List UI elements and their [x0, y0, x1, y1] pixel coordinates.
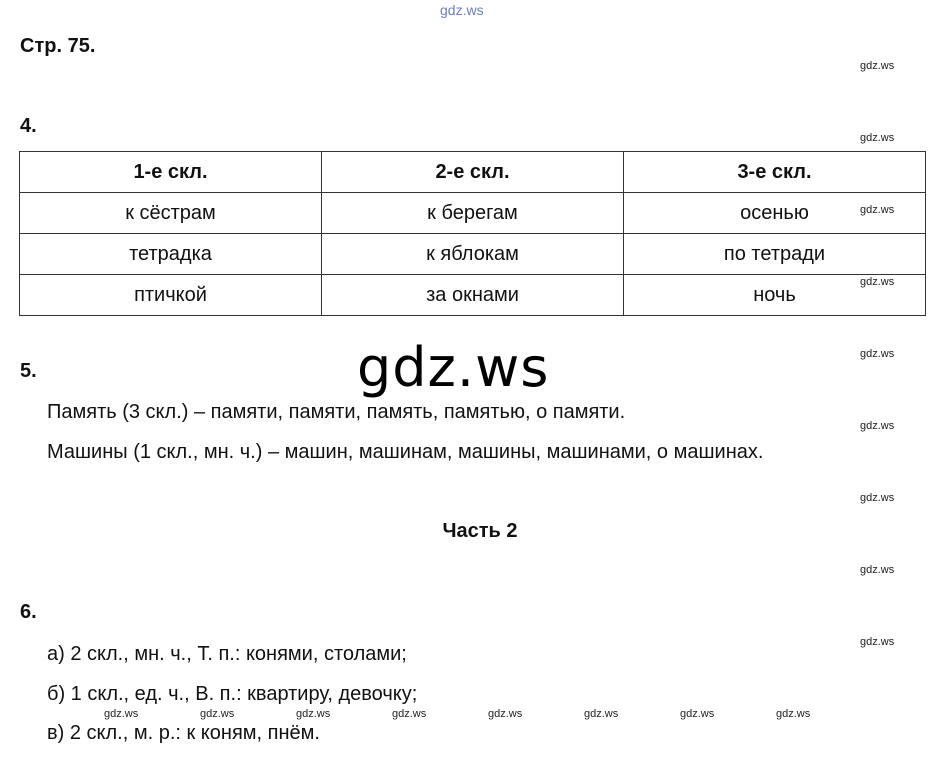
table-row — [20, 193, 926, 234]
watermark-bottom: gdz.ws — [296, 708, 331, 720]
watermark-bottom: gdz.ws — [392, 708, 427, 720]
watermark-side: gdz.ws — [860, 276, 895, 288]
watermark-bottom: gdz.ws — [200, 708, 235, 720]
part-2-title: Часть 2 — [442, 520, 518, 542]
table-header-row — [20, 152, 926, 193]
task-6-line-a: а) 2 скл., мн. ч., Т. п.: конями, столами; — [47, 643, 407, 665]
table-row — [20, 275, 926, 316]
watermark-side: gdz.ws — [860, 420, 895, 432]
table-cell: к берегам — [322, 193, 624, 234]
header-cell-1: 1-е скл. — [20, 152, 322, 193]
table-cell: к яблокам — [322, 234, 624, 275]
task-5-line-1: Память (3 скл.) – памяти, памяти, память, памятью, о памяти. — [47, 401, 626, 423]
header-cell-2: 2-е скл. — [322, 152, 624, 193]
watermark-side: gdz.ws — [860, 492, 895, 504]
watermark-bottom: gdz.ws — [776, 708, 811, 720]
task-6-line-b: б) 1 скл., ед. ч., В. п.: квартиру, девочку; — [47, 683, 418, 705]
task-6-number: 6. — [20, 601, 37, 623]
watermark-side: gdz.ws — [860, 60, 895, 72]
table-cell: осенью — [624, 193, 926, 234]
header-cell-3: 3-е скл. — [624, 152, 926, 193]
task-6-line-c: в) 2 скл., м. р.: к коням, пнём. — [47, 722, 320, 744]
watermark-big: gdz.ws — [357, 336, 550, 399]
task-5-number: 5. — [20, 360, 37, 382]
declension-table — [19, 151, 926, 316]
watermark-bottom: gdz.ws — [680, 708, 715, 720]
table-cell: ночь — [624, 275, 926, 316]
watermark-bottom: gdz.ws — [584, 708, 619, 720]
table-cell: за окнами — [322, 275, 624, 316]
watermark-side: gdz.ws — [860, 204, 895, 216]
watermark-bottom: gdz.ws — [488, 708, 523, 720]
watermark-bottom: gdz.ws — [104, 708, 139, 720]
page-title: Стр. 75. — [20, 35, 96, 57]
watermark-side: gdz.ws — [860, 636, 895, 648]
watermark-side: gdz.ws — [860, 348, 895, 360]
watermark-side: gdz.ws — [860, 564, 895, 576]
task-5-line-2: Машины (1 скл., мн. ч.) – машин, машинам, машины, машинами, о машинах. — [47, 441, 764, 463]
table-row — [20, 234, 926, 275]
table-cell: к сёстрам — [20, 193, 322, 234]
watermark-top: gdz.ws — [440, 2, 484, 18]
table-cell: птичкой — [20, 275, 322, 316]
table-cell: по тетради — [624, 234, 926, 275]
task-4-number: 4. — [20, 115, 37, 137]
table-cell: тетрадка — [20, 234, 322, 275]
watermark-side: gdz.ws — [860, 132, 895, 144]
